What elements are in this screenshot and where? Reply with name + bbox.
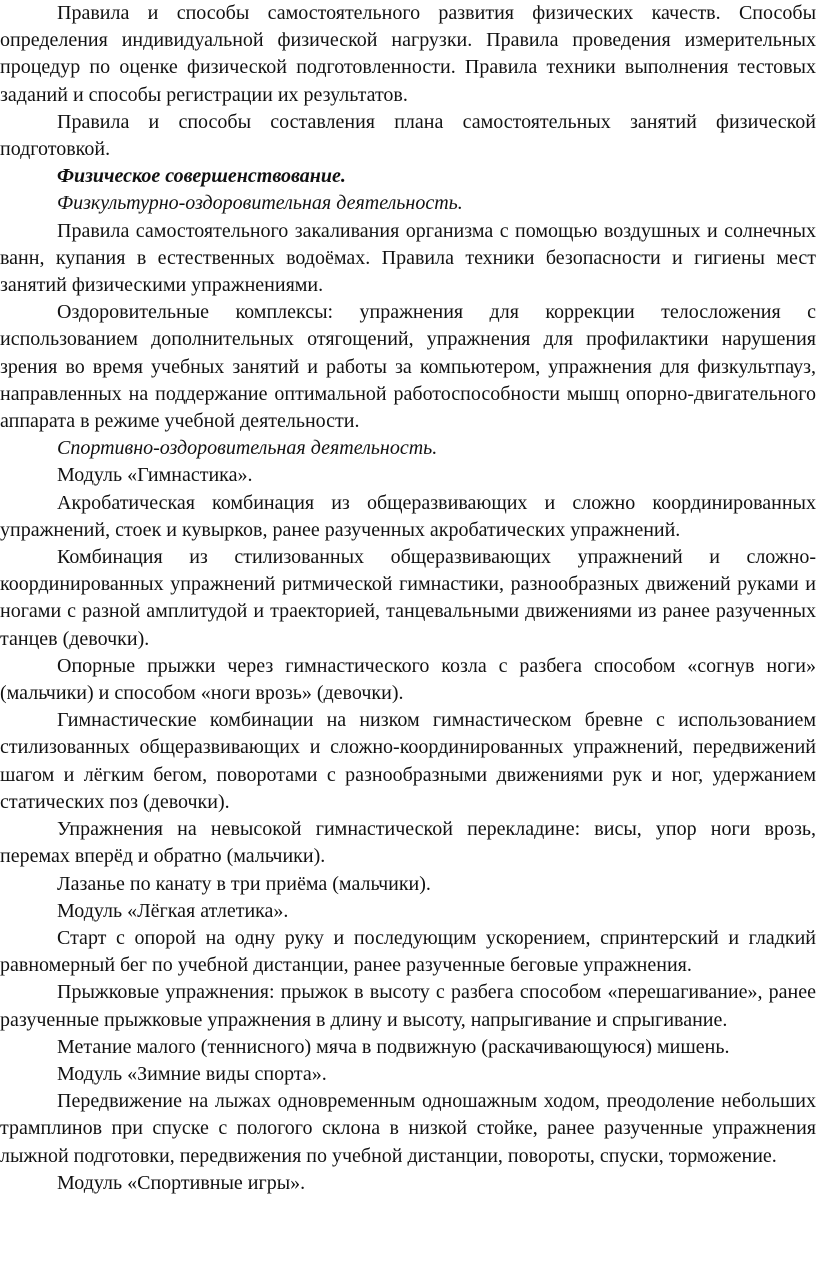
paragraph-health-complexes: Оздоровительные комплексы: упражнения для коррекции телосложения с использованием дополнительных отягощений, упражнения для профилактики нарушения зрения во время учебных занятий и работы за компьютером, упражнения для физкультпауз, направленных на поддержание оптимальной работоспособности мышц опорно-двигательного аппарата в режиме учебной деятельности. xyxy=(0,301,816,433)
paragraph-vaults: Опорные прыжки через гимнастического козла с разбега способом «согнув ноги» (мальчики) и способом «ноги врозь» (девочки). xyxy=(0,654,816,705)
paragraph-rope-climbing: Лазанье по канату в три приёма (мальчики). xyxy=(57,872,431,895)
paragraph-balance-beam: Гимнастические комбинации на низком гимнастическом бревне с использованием стилизованных общеразвивающих и сложно-координированных упражнений, передвижений шагом и лёгким бегом, поворотами с разнообразными движениями рук и ног, удержанием статических поз (девочки). xyxy=(0,709,816,813)
paragraph-rhythmic-combination: Комбинация из стилизованных общеразвивающих упражнений и сложно-координированных упражнений ритмической гимнастики, разнообразных движений руками и ногами с разной амплитудой и траекторией, танцевальными движениями из ранее разученных танцев (девочки). xyxy=(0,546,816,650)
subsection-heading-health-activity: Физкультурно-оздоровительная деятельность. xyxy=(57,192,463,215)
subsection-heading-sport-activity: Спортивно-оздоровительная деятельность. xyxy=(57,437,438,460)
section-heading-physical-improvement: Физическое совершенствование. xyxy=(57,165,346,188)
paragraph-acrobatic-combination: Акробатическая комбинация из общеразвивающих и сложно координированных упражнений, стоек и кувырков, ранее разученных акробатических упражнений. xyxy=(0,491,816,541)
module-heading-winter-sports: Модуль «Зимние виды спорта». xyxy=(57,1062,327,1085)
module-heading-gymnastics: Модуль «Гимнастика». xyxy=(57,464,253,487)
paragraph-jumping-exercises: Прыжковые упражнения: прыжок в высоту с разбега способом «перешагивание», ранее разученные прыжковые упражнения в длину и высоту, напрыгивание и спрыгивание. xyxy=(0,981,816,1031)
paragraph-horizontal-bar: Упражнения на невысокой гимнастической перекладине: висы, упор ноги врозь, перемах вперёд и обратно (мальчики). xyxy=(0,818,816,868)
module-heading-athletics: Модуль «Лёгкая атлетика». xyxy=(57,899,289,922)
paragraph-hardening-rules: Правила самостоятельного закаливания организма с помощью воздушных и солнечных ванн, купания в естественных водоёмах. Правила техники безопасности и гигиены мест занятий физическими упражнениями. xyxy=(0,219,816,297)
paragraph-self-development-rules: Правила и способы самостоятельного развития физических качеств. Способы определения индивидуальной физической нагрузки. Правила проведения измерительных процедур по оценке физической подготовленности. Правила техники выполнения тестовых заданий и способы регистрации их результатов. xyxy=(0,2,816,106)
paragraph-sprint-start: Старт с опорой на одну руку и последующим ускорением, спринтерский и гладкий равномерный бег по учебной дистанции, ранее разученные беговые упражнения. xyxy=(0,926,816,977)
paragraph-skiing: Передвижение на лыжах одновременным одношажным ходом, преодоление небольших трамплинов при спуске с пологого склона в низкой стойке, ранее разученные упражнения лыжной подготовки, передвижения по учебной дистанции, повороты, спуски, торможение. xyxy=(0,1090,816,1167)
paragraph-self-study-plan: Правила и способы составления плана самостоятельных занятий физической подготовкой. xyxy=(0,110,816,161)
paragraph-ball-throwing: Метание малого (теннисного) мяча в подвижную (раскачивающуюся) мишень. xyxy=(57,1035,730,1058)
module-heading-sport-games: Модуль «Спортивные игры». xyxy=(57,1171,306,1194)
